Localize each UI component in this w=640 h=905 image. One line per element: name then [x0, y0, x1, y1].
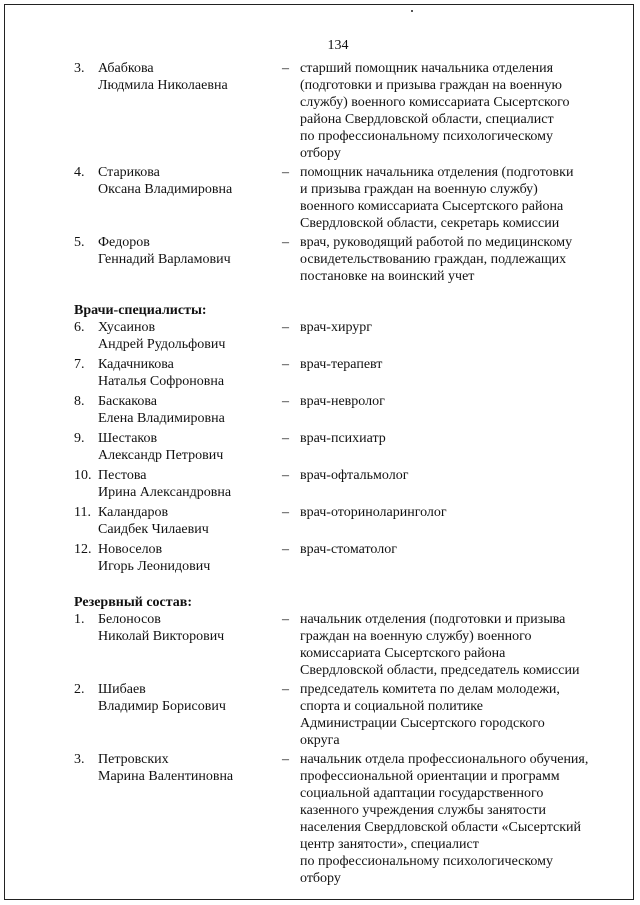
scan-speck	[411, 10, 413, 12]
dash-separator: –	[282, 394, 289, 409]
list-item	[74, 681, 614, 749]
dash-separator: –	[282, 468, 289, 483]
item-number: 11.	[74, 505, 91, 520]
section-heading-reserve: Резервный состав:	[74, 595, 193, 610]
person-name: Белоносов Николай Викторович	[98, 612, 225, 644]
list-item	[74, 541, 614, 575]
dash-separator: –	[282, 752, 289, 767]
list-item	[74, 234, 614, 285]
item-number: 3.	[74, 61, 85, 76]
item-number: 1.	[74, 612, 85, 627]
person-role: врач-офтальмолог	[300, 468, 409, 483]
dash-separator: –	[282, 320, 289, 335]
person-name: Пестова Ирина Александровна	[98, 468, 232, 500]
dash-separator: –	[282, 165, 289, 180]
person-name: Кадачникова Наталья Софроновна	[98, 357, 225, 389]
person-name: Хусаинов Андрей Рудольфович	[98, 320, 226, 352]
person-name: Старикова Оксана Владимировна	[98, 165, 233, 197]
dash-separator: –	[282, 505, 289, 520]
item-number: 7.	[74, 357, 85, 372]
item-number: 3.	[74, 752, 85, 767]
item-number: 4.	[74, 165, 85, 180]
person-role: врач, руководящий работой по медицинскому освидетельствованию граждан, подлежащих постановке на воинский учет	[300, 235, 573, 284]
person-name: Каландаров Саидбек Чилаевич	[98, 505, 209, 537]
dash-separator: –	[282, 61, 289, 76]
list-item	[74, 164, 614, 232]
person-role: начальник отдела профессионального обучения, профессиональной ориентации и программ социальной адаптации государственного казенного учреждения службы занятости населения Свердловской области «Сысертский центр занятости», специалист по профессиональному психологическому отбору	[300, 752, 589, 886]
person-role: врач-оториноларинголог	[300, 505, 447, 520]
list-item	[74, 319, 614, 353]
list-item	[74, 430, 614, 464]
dash-separator: –	[282, 612, 289, 627]
list-item	[74, 60, 614, 162]
list-item	[74, 467, 614, 501]
person-role: старший помощник начальника отделения (подготовки и призыва граждан на военную службу) военного комиссариата Сысертского района Свердловской области, специалист по профессиональному психологическому отбору	[300, 61, 570, 161]
list-item	[74, 504, 614, 538]
person-role: врач-невролог	[300, 394, 385, 409]
item-number: 5.	[74, 235, 85, 250]
item-number: 6.	[74, 320, 85, 335]
person-role: председатель комитета по делам молодежи, спорта и социальной политике Администрации Сысертского городского округа	[300, 682, 560, 748]
list-item	[74, 393, 614, 427]
list-item	[74, 611, 614, 679]
person-name: Шестаков Александр Петрович	[98, 431, 224, 463]
dash-separator: –	[282, 682, 289, 697]
dash-separator: –	[282, 235, 289, 250]
list-item	[74, 751, 614, 887]
list-item	[74, 356, 614, 390]
person-name: Абабкова Людмила Николаевна	[98, 61, 228, 93]
person-role: врач-стоматолог	[300, 542, 397, 557]
person-role: врач-психиатр	[300, 431, 386, 446]
commission-list	[74, 60, 614, 887]
page-number: 134	[327, 38, 349, 53]
dash-separator: –	[282, 542, 289, 557]
item-number: 8.	[74, 394, 85, 409]
section-heading-doctors: Врачи-специалисты:	[74, 303, 207, 318]
person-role: врач-терапевт	[300, 357, 383, 372]
item-number: 10.	[74, 468, 92, 483]
item-number: 2.	[74, 682, 85, 697]
dash-separator: –	[282, 431, 289, 446]
person-name: Федоров Геннадий Варламович	[98, 235, 231, 267]
person-role: помощник начальника отделения (подготовки и призыва граждан на военную службу) военного комиссариата Сысертского района Свердловской области, секретарь комиссии	[300, 165, 574, 231]
person-name: Петровских Марина Валентиновна	[98, 752, 234, 784]
dash-separator: –	[282, 357, 289, 372]
person-role: начальник отделения (подготовки и призыва граждан на военную службу) военного комиссариата Сысертского района Свердловской области, председатель комиссии	[300, 612, 580, 678]
item-number: 9.	[74, 431, 85, 446]
item-number: 12.	[74, 542, 92, 557]
person-role: врач-хирург	[300, 320, 373, 335]
person-name: Шибаев Владимир Борисович	[98, 682, 226, 714]
person-name: Новоселов Игорь Леонидович	[98, 542, 211, 574]
person-name: Баскакова Елена Владимировна	[98, 394, 225, 426]
